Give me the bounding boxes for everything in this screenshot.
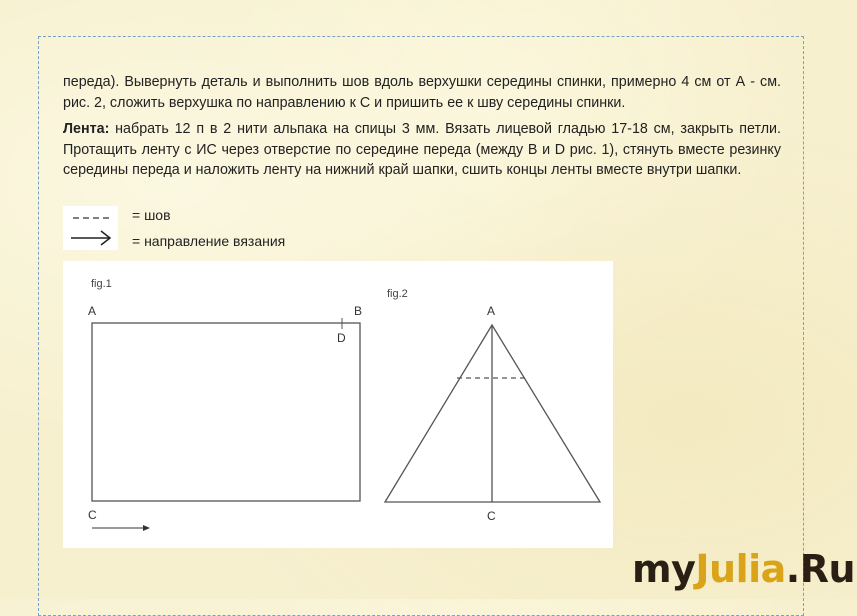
figure-1-label-a: A	[88, 304, 97, 318]
figures-diagram	[63, 261, 613, 548]
figure-1-label-c: C	[88, 508, 97, 522]
legend	[63, 206, 383, 254]
figure-2-label-c: C	[487, 509, 496, 523]
legend-icons	[63, 206, 118, 250]
site-logo	[632, 546, 855, 592]
legend-seam-label: = шов	[132, 207, 171, 223]
figure-1-label-d: D	[337, 331, 346, 345]
paragraph-ribbon-instructions	[63, 119, 781, 181]
logo-part-julia: Julia	[695, 547, 786, 591]
figure-2-title: fig.2	[387, 288, 408, 300]
legend-icons-box	[63, 206, 118, 250]
legend-direction-label: = направление вязания	[132, 233, 286, 249]
figure-2-label-a: A	[487, 304, 496, 318]
instructions-text	[63, 72, 781, 187]
figure-1	[88, 278, 362, 531]
figures-panel	[63, 261, 613, 548]
ribbon-body: набрать 12 п в 2 нити альпака на спицы 3 мм. Вязать лицевой гладью 17-18 см, закрыть петли. Протащить ленту с ИС через отверстие по середине переда (между B и D рис. 1), стянуть вместе резинку середины переда и наложить ленту на нижний край шапки, сшить концы ленты вместе внутри шапки.	[63, 121, 781, 178]
ribbon-label: Лента:	[63, 121, 110, 137]
figure-2	[385, 288, 600, 523]
logo-part-ru: .Ru	[785, 547, 856, 591]
paragraph-seam-instructions: переда). Вывернуть деталь и выполнить шов вдоль верхушки середины спинки, примерно 4 см от А - см. рис. 2, сложить верхушка по направлению к С и пришить ее к шву середины спинки.	[63, 74, 781, 111]
figure-1-label-b: B	[354, 304, 363, 318]
figure-1-direction-arrow-icon	[92, 525, 150, 531]
logo-part-my: my	[632, 547, 696, 591]
figure-1-rectangle	[92, 323, 360, 501]
figure-1-title: fig.1	[91, 278, 112, 290]
arrow-right-icon	[71, 231, 110, 245]
